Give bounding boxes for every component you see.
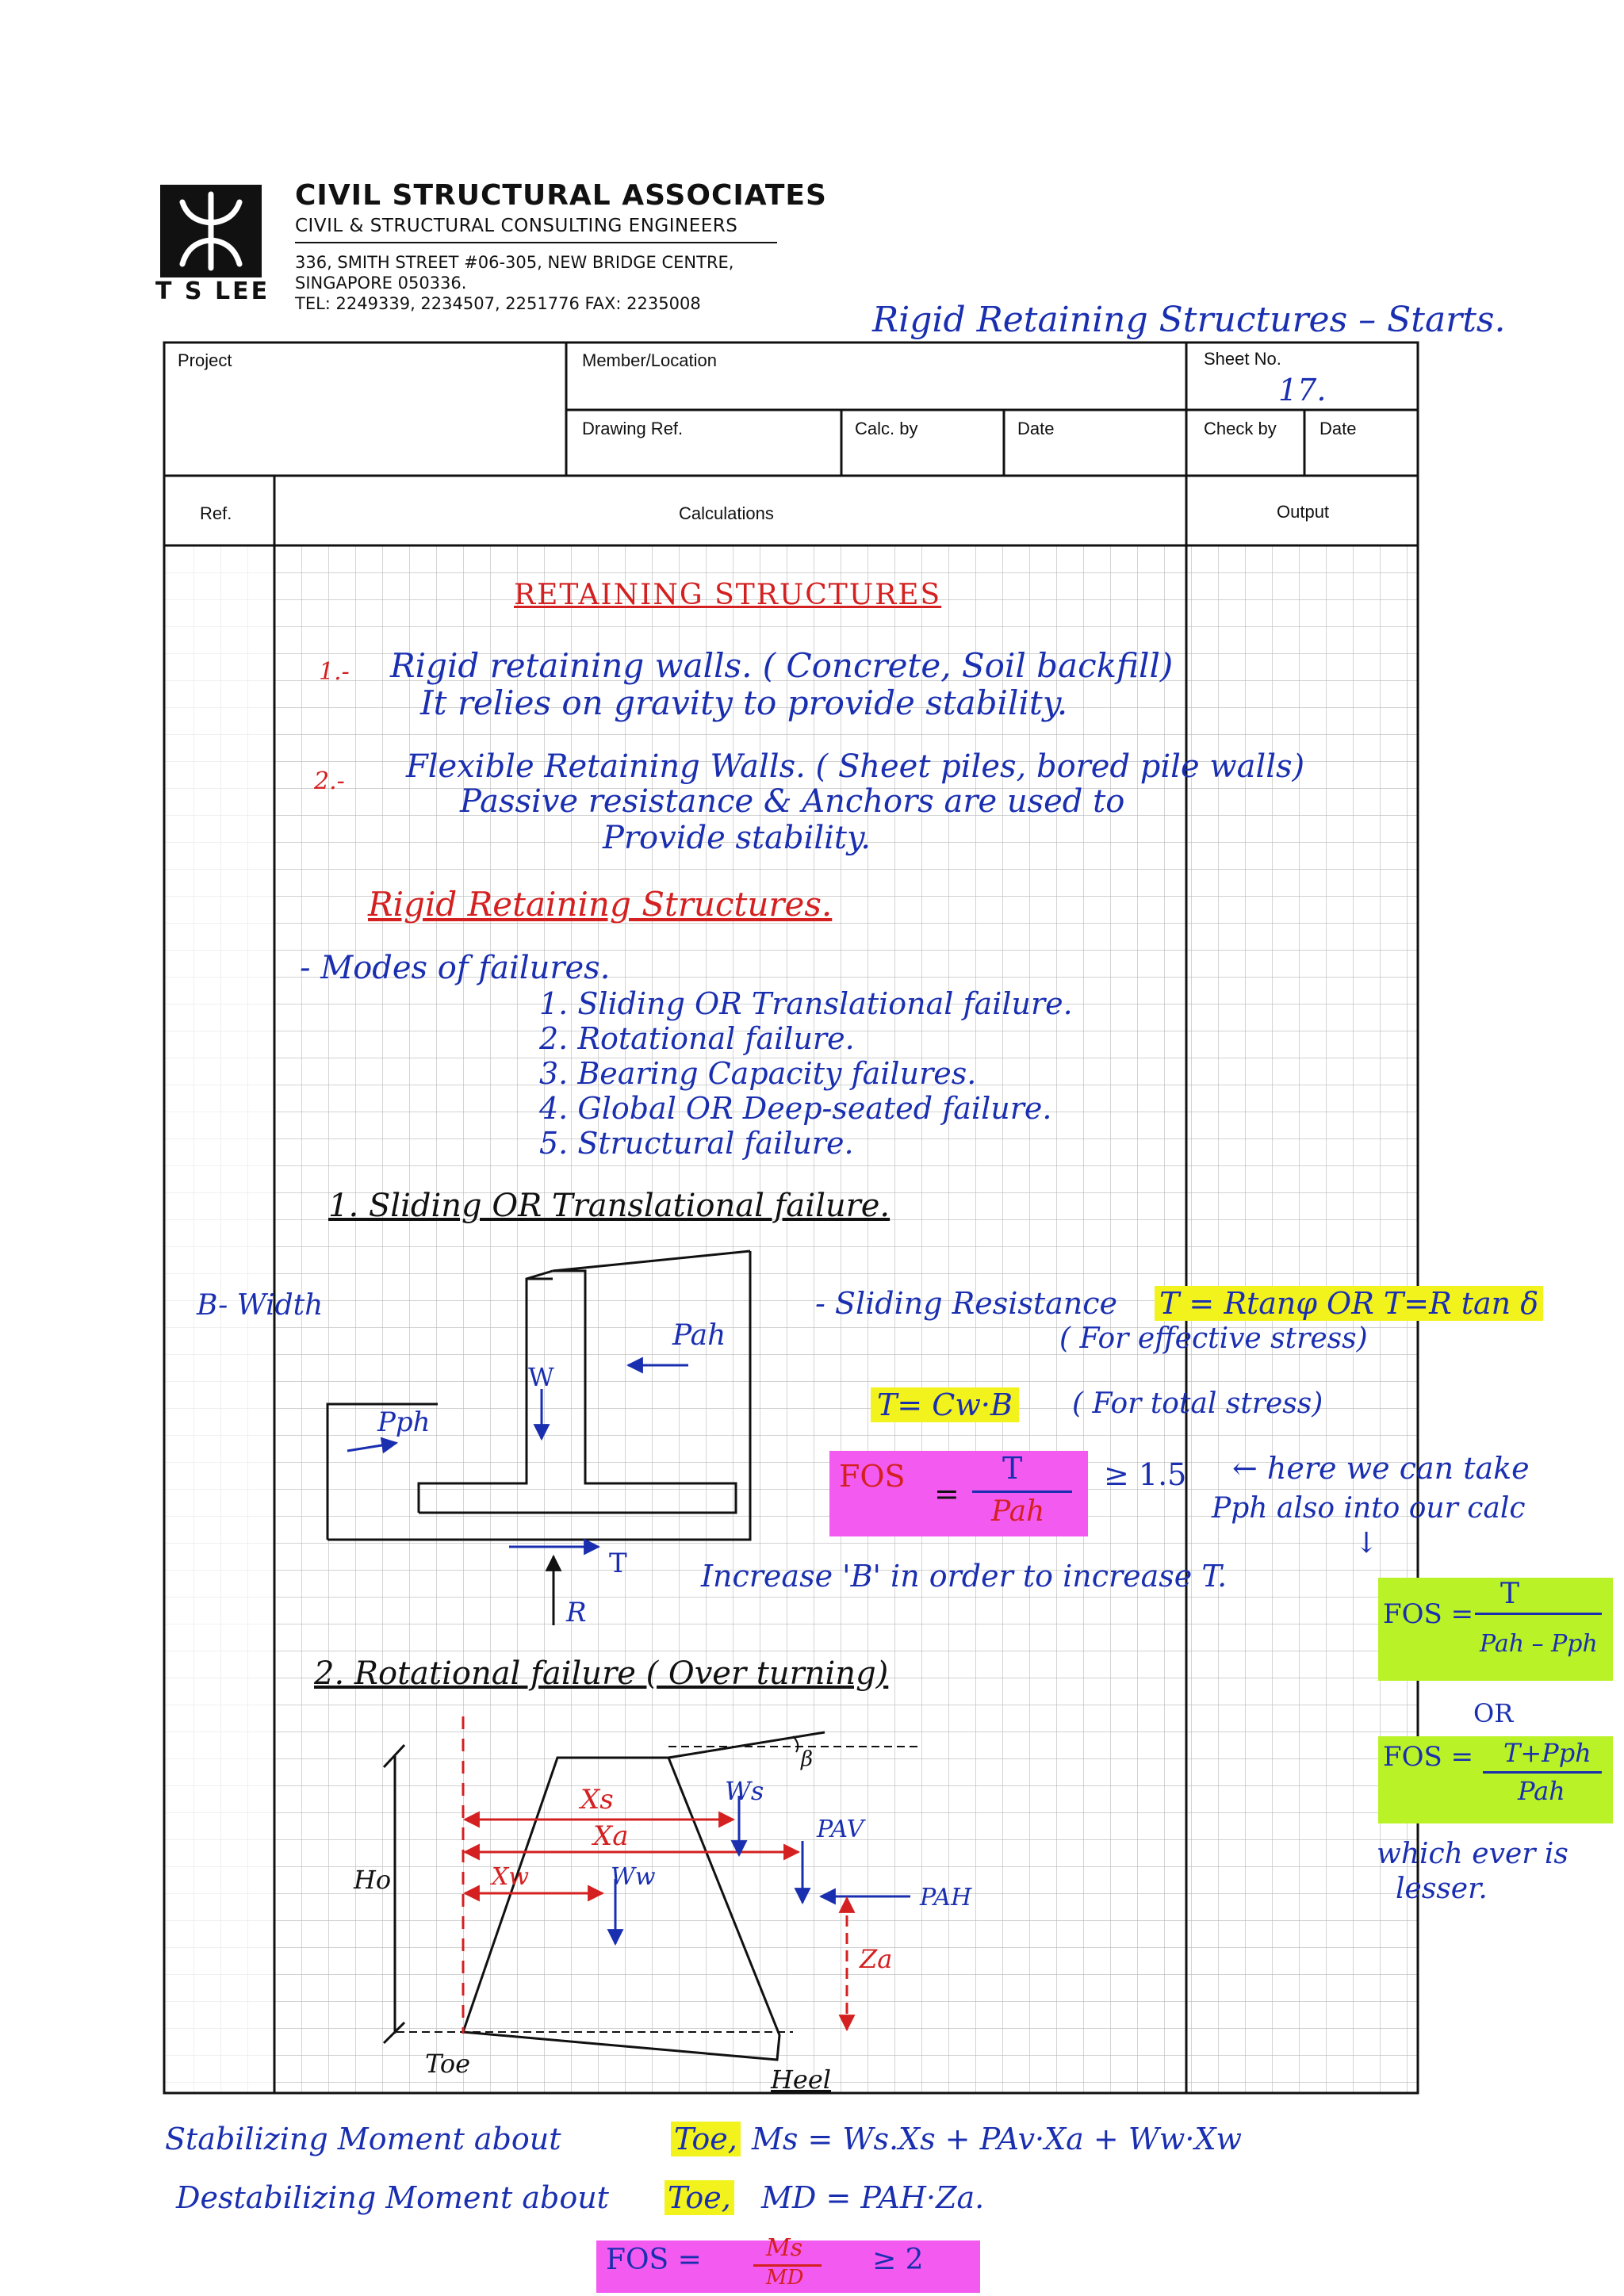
output-fos1-numerator: T (1500, 1578, 1520, 1610)
calculations-column-label: Calculations (679, 503, 774, 523)
member-location-label: Member/Location (582, 350, 717, 370)
za-label: Za (860, 1944, 893, 1974)
down-arrow-icon: ↓ (1354, 1527, 1379, 1559)
fos-numerator: T (1002, 1451, 1023, 1486)
sliding-resistance-label: - Sliding Resistance (815, 1286, 1118, 1321)
diagram1-r-label: R (566, 1597, 587, 1628)
diagram1-pph-label: Pph (377, 1406, 431, 1438)
output-fos2-denominator: Pah (1518, 1776, 1565, 1806)
drawing-ref-label: Drawing Ref. (582, 419, 684, 438)
check-by-label: Check by (1204, 419, 1277, 438)
diagram1-t-label: T (609, 1548, 627, 1579)
project-label: Project (178, 350, 232, 370)
output-fos2-numerator: T+Pph (1503, 1738, 1591, 1768)
output-fos1-denominator: Pah – Pph (1480, 1630, 1598, 1658)
logo-text: T S LEE (155, 277, 270, 305)
address-line-2: SINGAPORE 050336. (295, 274, 467, 293)
pah-label: PAH (920, 1884, 972, 1911)
output-or: OR (1473, 1698, 1514, 1728)
final-fos-denominator: MD (766, 2266, 804, 2290)
fos-fraction-bar (972, 1490, 1072, 1493)
address-line-3: TEL: 2249339, 2234507, 2251776 FAX: 2235008 (295, 294, 701, 313)
address-line-1: 336, SMITH STREET #06-305, NEW BRIDGE CENTRE, (295, 253, 734, 272)
ws-label: Ws (725, 1776, 764, 1806)
item1-number: 1.- (319, 658, 350, 686)
final-fos-numerator: Ms (766, 2234, 803, 2262)
b-width-note: B- Width (197, 1289, 324, 1322)
mode-2: 2. Rotational failure. (539, 1021, 855, 1056)
stabilizing-toe: Toe, (671, 2122, 741, 2156)
item1-line2: It relies on gravity to provide stability. (420, 683, 1068, 722)
sheet-no-label: Sheet No. (1204, 349, 1281, 369)
date-check-label: Date (1320, 419, 1357, 438)
ref-column-label: Ref. (200, 503, 232, 523)
output-fos1-label: FOS = (1383, 1598, 1474, 1630)
company-subtitle: CIVIL & STRUCTURAL CONSULTING ENGINEERS (295, 216, 738, 236)
item1-line1: Rigid retaining walls. ( Concrete, Soil backfill) (390, 646, 1174, 685)
rigid-structures-title: Rigid Retaining Structures. (368, 885, 833, 924)
pav-label: PAV (817, 1816, 864, 1843)
mode-5: 5. Structural failure. (539, 1126, 854, 1161)
here-note-line2: Pph also into our calc (1212, 1492, 1526, 1525)
effective-stress-note: ( For effective stress) (1059, 1322, 1368, 1355)
output-fos2-bar (1483, 1771, 1602, 1774)
final-fos-label: FOS = (606, 2244, 702, 2276)
output-column-label: Output (1277, 502, 1330, 522)
destabilizing-formula: MD = PAH·Za. (761, 2180, 985, 2215)
modes-title: - Modes of failures. (300, 950, 611, 986)
sliding-section-title: 1. Sliding OR Translational failure. (328, 1188, 891, 1224)
total-stress-note: ( For total stress) (1072, 1387, 1323, 1420)
here-note-line1: ← here we can take (1232, 1451, 1530, 1486)
xa-label: Xa (593, 1820, 629, 1852)
output-fos1-bar (1475, 1613, 1602, 1615)
item2-line1: Flexible Retaining Walls. ( Sheet piles, bored pile walls) (406, 748, 1305, 785)
ho-label: Ho (354, 1865, 392, 1895)
stabilizing-formula: Ms = Ws.Xs + PAv·Xa + Ww·Xw (752, 2122, 1243, 2156)
output-which-line2: lesser. (1396, 1873, 1488, 1905)
sheet-no-value: 17. (1278, 373, 1327, 408)
ww-label: Ww (611, 1863, 656, 1891)
beta-label: β (801, 1747, 814, 1771)
item2-line3: Provide stability. (603, 820, 871, 856)
output-which-line1: which ever is (1377, 1838, 1568, 1870)
calc-by-label: Calc. by (855, 419, 918, 438)
mode-4: 4. Global OR Deep-seated failure. (539, 1091, 1052, 1126)
fos-denominator: Pah (991, 1495, 1045, 1528)
increase-b-note: Increase 'B' in order to increase T. (701, 1559, 1228, 1594)
mode-3: 3. Bearing Capacity failures. (539, 1056, 977, 1091)
rotational-section-title: 2. Rotational failure ( Over turning) (314, 1655, 889, 1692)
final-fos-limit: ≥ 2 (872, 2244, 924, 2276)
stabilizing-moment-label: Stabilizing Moment about (165, 2122, 561, 2156)
fos-label: FOS (839, 1459, 906, 1494)
item2-line2: Passive resistance & Anchors are used to (460, 783, 1125, 820)
xw-label: Xw (492, 1863, 530, 1891)
handwritten-sheet-title: Rigid Retaining Structures – Starts. (872, 300, 1506, 340)
date-label: Date (1017, 419, 1055, 438)
mode-1: 1. Sliding OR Translational failure. (539, 986, 1073, 1021)
total-stress-formula: T= Cw·B (871, 1387, 1019, 1422)
toe-label: Toe (425, 2049, 471, 2079)
main-title: RETAINING STRUCTURES (514, 579, 942, 611)
destabilizing-moment-label: Destabilizing Moment about (176, 2180, 609, 2215)
sliding-resistance-formula: T = Rtanφ OR T=R tan δ (1155, 1286, 1543, 1321)
destabilizing-toe: Toe, (665, 2180, 734, 2215)
output-fos2-label: FOS = (1383, 1741, 1474, 1773)
diagram1-pah-label: Pah (672, 1319, 726, 1352)
fos-limit: ≥ 1.5 (1104, 1457, 1187, 1492)
company-name: CIVIL STRUCTURAL ASSOCIATES (295, 179, 827, 212)
heel-label: Heel (771, 2064, 832, 2095)
xs-label: Xs (580, 1784, 614, 1816)
item2-number: 2.- (314, 767, 345, 795)
diagram1-w-label: W (528, 1362, 554, 1392)
